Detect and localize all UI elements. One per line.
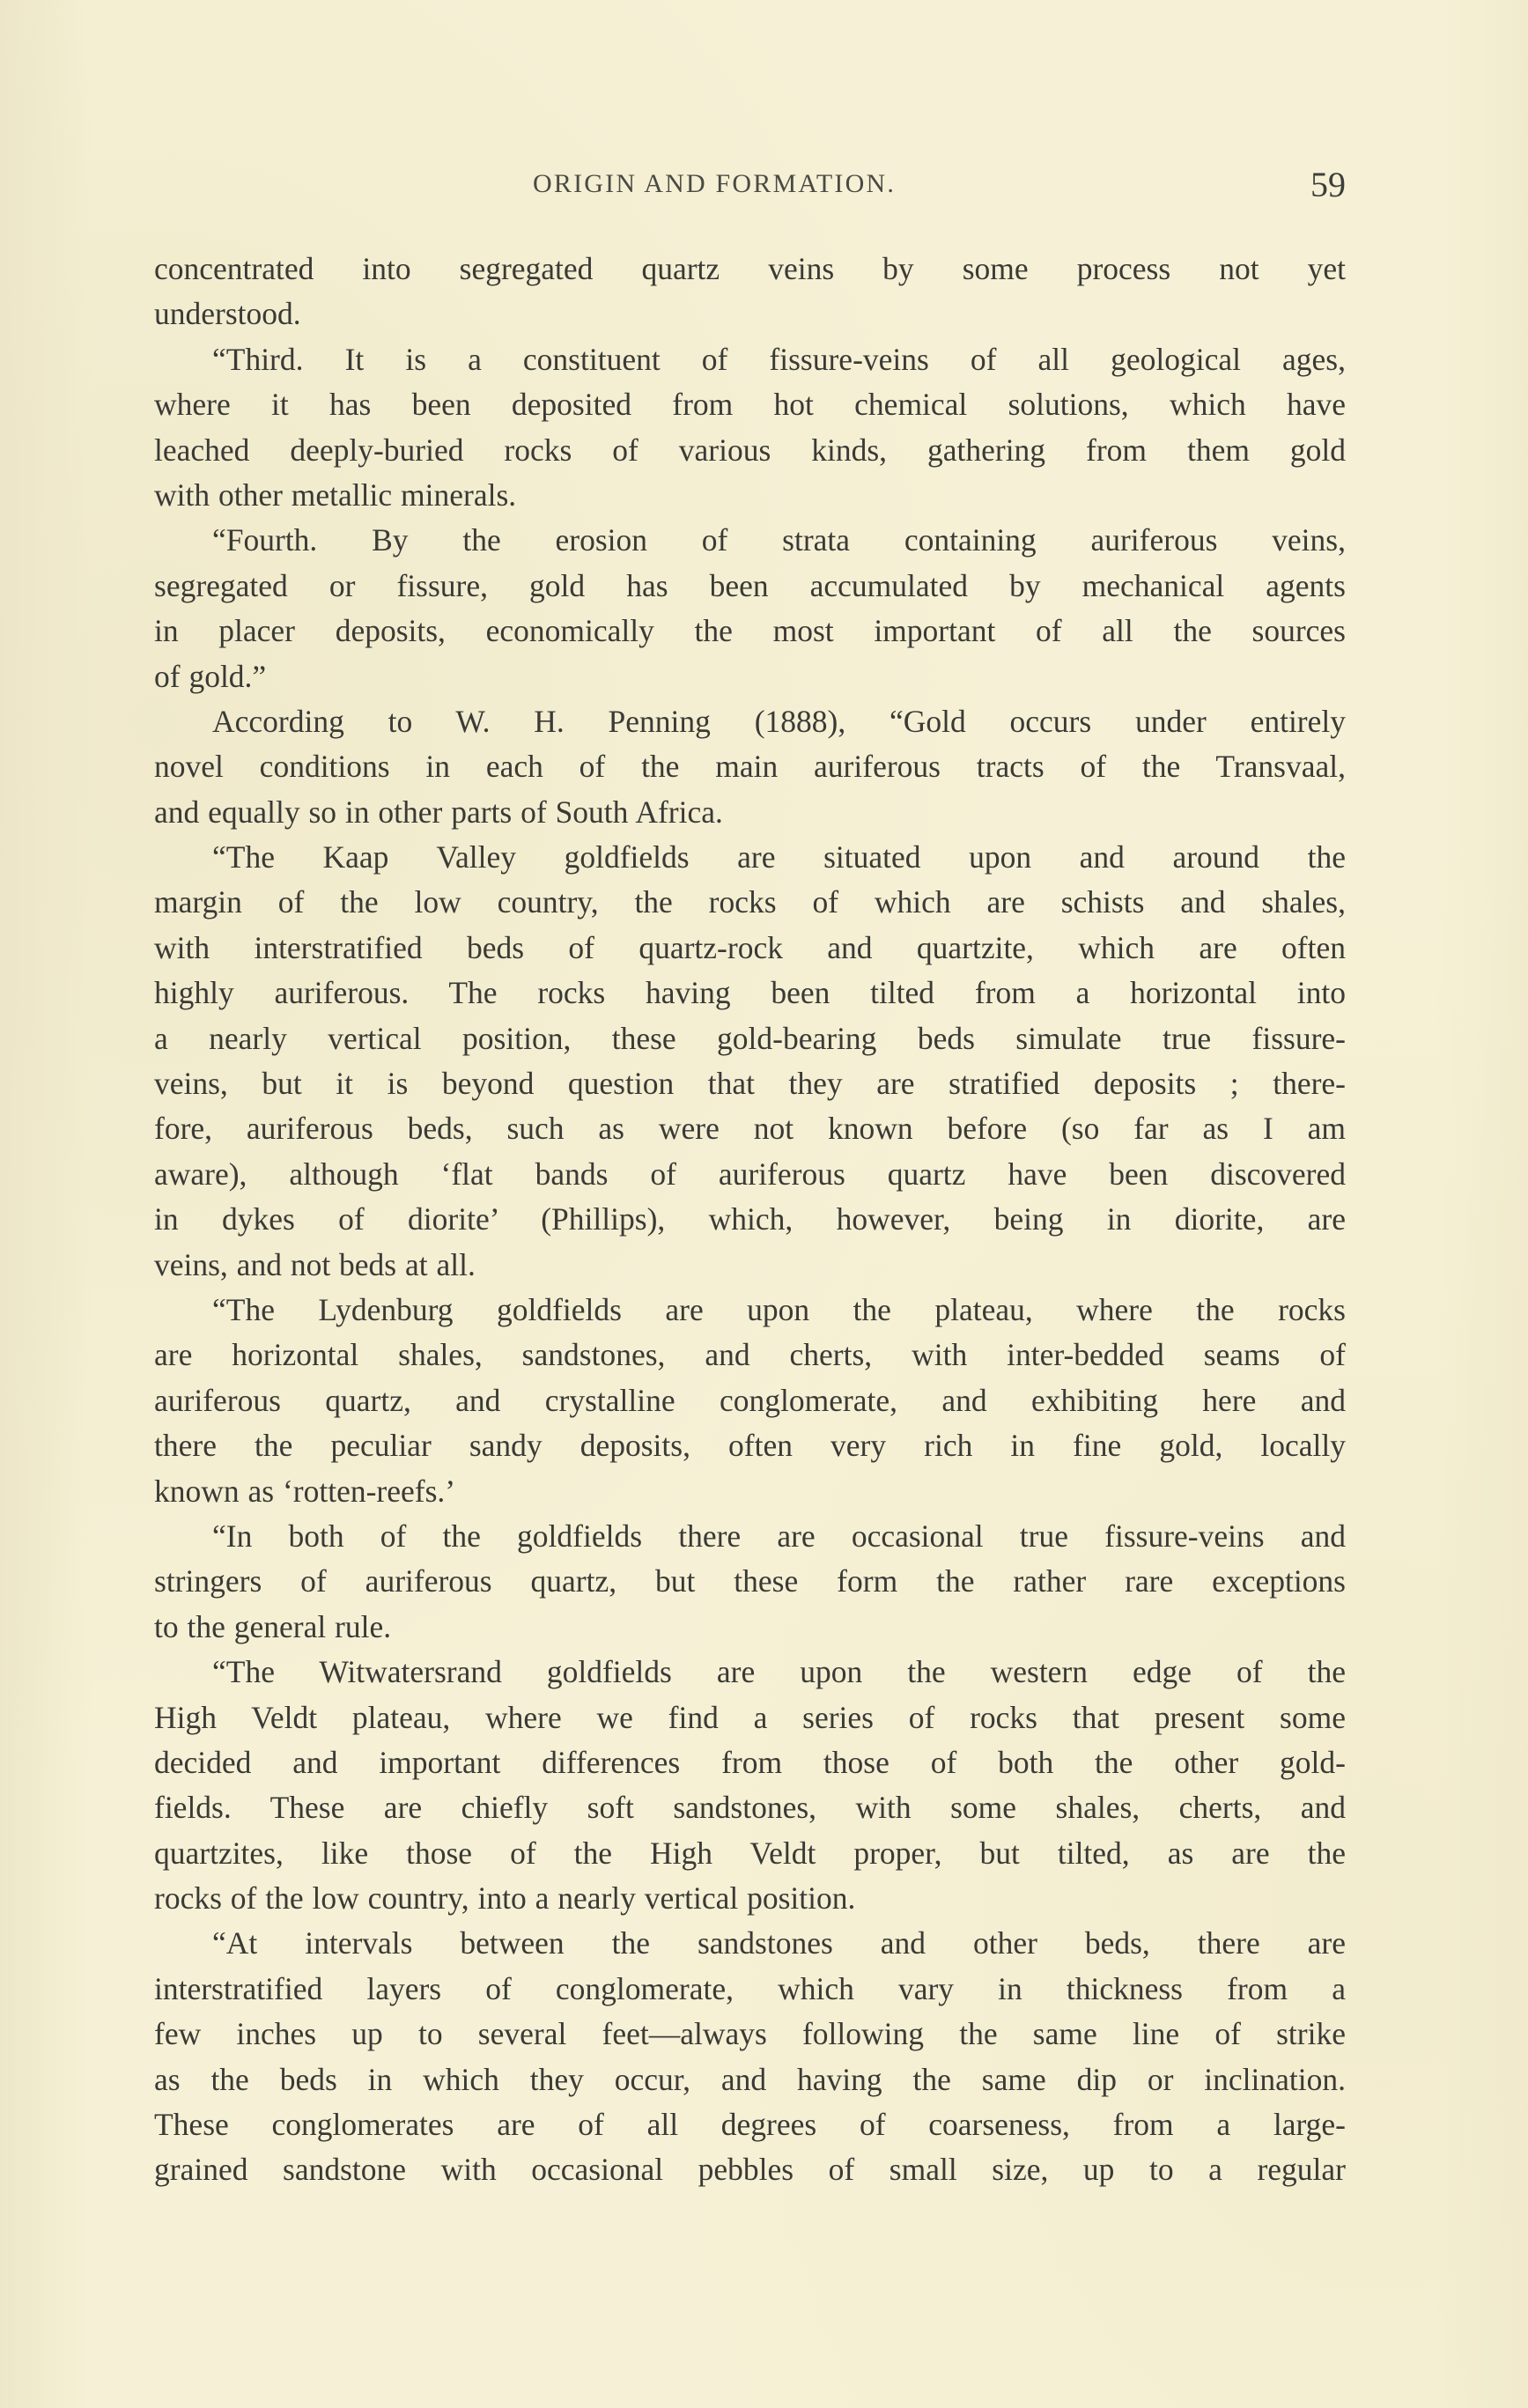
running-head — [154, 164, 1346, 208]
text-line: concentrated into segregated quartz veins by some process not yet — [154, 251, 1346, 286]
text-line: quartzites, like those of the High Veldt proper, but tilted, as are the — [154, 1835, 1346, 1871]
paragraph-intervals — [154, 1921, 1346, 2192]
text-line: to the general rule. — [154, 1608, 392, 1644]
text-line: interstratified layers of conglomerate, which vary in thickness from a — [154, 1970, 1346, 2006]
paragraph-witwatersrand — [154, 1650, 1346, 1921]
text-line: where it has been deposited from hot chemical solutions, which have — [154, 387, 1346, 423]
paragraph-fourth — [154, 518, 1346, 699]
text-line: novel conditions in each of the main auriferous tracts of the Transvaal, — [154, 749, 1346, 785]
page-number: 59 — [1310, 165, 1346, 204]
running-title: ORIGIN AND FORMATION. — [533, 169, 897, 198]
text-line: there the peculiar sandy deposits, often very rich in fine gold, locally — [154, 1428, 1346, 1464]
text-line: are horizontal shales, sandstones, and cherts, with inter-bedded seams of — [154, 1337, 1346, 1373]
text-line: decided and important differences from those of both the other gold- — [154, 1744, 1346, 1780]
text-line: margin of the low country, the rocks of which are schists and shales, — [154, 884, 1346, 920]
text-line: a nearly vertical position, these gold-bearing beds simulate true fissure- — [154, 1020, 1346, 1056]
paragraph-penning — [154, 699, 1346, 835]
text-line: leached deeply-buried rocks of various kinds, gathering from them gold — [154, 432, 1346, 468]
text-line: “The Kaap Valley goldfields are situated upon and around the — [212, 839, 1346, 875]
text-line: “In both of the goldfields there are occasional true fissure-veins and — [212, 1518, 1346, 1554]
text-line: in placer deposits, economically the most important of all the sources — [154, 613, 1346, 649]
paragraph-both-goldfields — [154, 1514, 1346, 1650]
text-line: “The Witwatersrand goldfields are upon the western edge of the — [212, 1654, 1346, 1690]
text-line: understood. — [154, 296, 301, 332]
text-line: aware), although ‘flat bands of auriferous quartz have been discovered — [154, 1156, 1346, 1192]
text-line: “Third. It is a constituent of fissure-veins of all geological ages, — [212, 341, 1346, 377]
text-line: auriferous quartz, and crystalline conglomerate, and exhibiting here and — [154, 1382, 1346, 1418]
text-line: High Veldt plateau, where we find a series of rocks that present some — [154, 1699, 1346, 1735]
text-line: fields. These are chiefly soft sandstones, with some shales, cherts, and — [154, 1790, 1346, 1826]
text-line: veins, and not beds at all. — [154, 1246, 476, 1282]
text-line: as the beds in which they occur, and having the same dip or inclination. — [154, 2061, 1346, 2097]
text-line: According to W. H. Penning (1888), “Gold occurs under entirely — [212, 703, 1346, 739]
text-line: with interstratified beds of quartz-rock and quartzite, which are often — [154, 929, 1346, 965]
body-text — [154, 247, 1346, 2193]
text-line: “Fourth. By the erosion of strata containing auriferous veins, — [212, 522, 1346, 558]
text-line: These conglomerates are of all degrees of coarseness, from a large- — [154, 2107, 1346, 2143]
text-line: known as ‘rotten-reefs.’ — [154, 1473, 456, 1509]
text-line: stringers of auriferous quartz, but these form the rather rare exceptions — [154, 1563, 1346, 1599]
text-line: in dykes of diorite’ (Phillips), which, however, being in diorite, are — [154, 1201, 1346, 1237]
text-line: fore, auriferous beds, such as were not known before (so far as I am — [154, 1111, 1346, 1147]
text-line: veins, but it is beyond question that they are stratified deposits ; there- — [154, 1066, 1346, 1102]
text-line: “At intervals between the sandstones and other beds, there are — [212, 1925, 1346, 1961]
text-line: few inches up to several feet—always following the same line of strike — [154, 2016, 1346, 2052]
paragraph-kaap-valley — [154, 835, 1346, 1288]
text-line: segregated or fissure, gold has been accumulated by mechanical agents — [154, 567, 1346, 603]
text-line: and equally so in other parts of South Africa. — [154, 794, 723, 830]
paragraph-third — [154, 337, 1346, 519]
text-line: with other metallic minerals. — [154, 476, 517, 513]
text-line: “The Lydenburg goldfields are upon the plateau, where the rocks — [212, 1291, 1346, 1327]
text-line: grained sandstone with occasional pebbles of small size, up to a regular — [154, 2152, 1346, 2188]
text-line: rocks of the low country, into a nearly vertical position. — [154, 1880, 856, 1917]
text-line: of gold.” — [154, 658, 267, 694]
paragraph-lydenburg — [154, 1288, 1346, 1514]
text-line: highly auriferous. The rocks having been tilted from a horizontal into — [154, 975, 1346, 1011]
paragraph-continuation — [154, 247, 1346, 337]
